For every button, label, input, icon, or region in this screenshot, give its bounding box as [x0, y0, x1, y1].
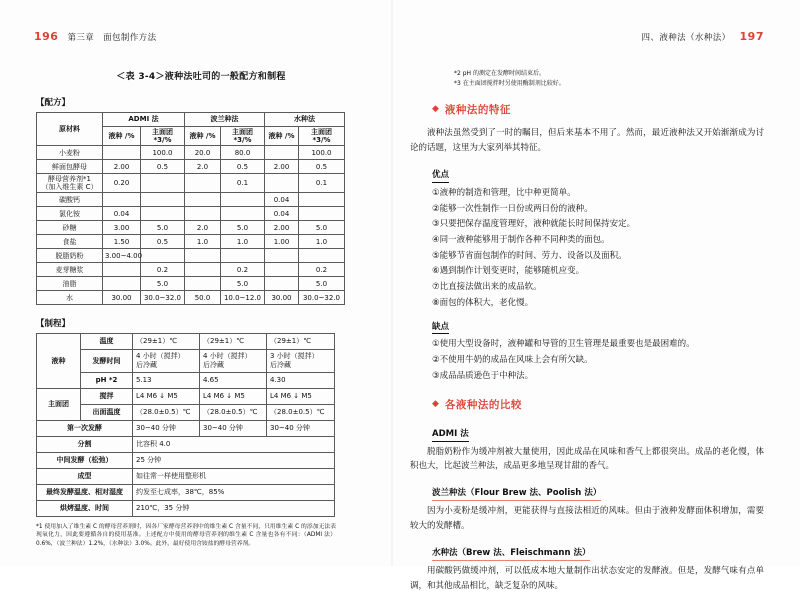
process-section-label: 【制程】 [36, 319, 71, 330]
recipe-cell: 5.0 [141, 277, 185, 291]
recipe-cell: 50.0 [185, 291, 221, 305]
recipe-cell: 2.0 [185, 160, 221, 174]
recipe-footnote: *1 使用加入了维生素 C 的酵母营养剂时，因各厂家酵母营养剂中的维生素 C 含量不同，只用维生素 C 的添加无法表现氧化力，因此要遵循各自的使用基准。上述配方中使用的酵母营养剂的维生素 C 含量也各有不同：（ADMI 法）0.6%，（波兰种法）1.2%，（水种法）3.0%。此外，最好使用含铵盐的酵母营养剂。 [36, 523, 336, 548]
recipe-cell [185, 193, 221, 207]
recipe-cell: 3.00~4.00 [103, 249, 141, 263]
process-cell: （29±1）℃ [267, 334, 335, 350]
process-sub-label: 搅拌 [81, 388, 133, 404]
comparison-entry-text: 脱脂奶粉作为缓冲剂被大量使用，因此成品在风味和香气上都很突出。成品的老化慢，体积也大，比起波兰种法，成品更多地呈现甘甜的香气。 [410, 446, 764, 472]
process-cell: （29±1）℃ [133, 334, 200, 350]
recipe-cell: 0.04 [103, 207, 141, 221]
recipe-cell [185, 277, 221, 291]
left-page [0, 0, 392, 566]
process-cell: （28.0±0.5）℃ [133, 404, 200, 420]
list-item: ②能够一次性制作一日份或两日份的液种。 [432, 203, 593, 214]
recipe-section-label: 【配方】 [36, 98, 71, 108]
list-item: ①液种的制造和管理，比中种更简单。 [432, 187, 576, 198]
table-row [37, 193, 345, 207]
diamond-bullet-icon: ◆ [432, 398, 439, 409]
recipe-row-label: 酵母营养剂*1 （加入维生素 C） [37, 174, 103, 193]
process-cell: 30~40 分钟 [200, 420, 267, 436]
process-cell: （29±1）℃ [200, 334, 267, 350]
recipe-row-label: 麦芽糖浆 [37, 263, 103, 277]
left-running-head [34, 30, 368, 43]
recipe-cell [103, 263, 141, 277]
recipe-cell: 0.5 [141, 160, 185, 174]
recipe-sub-header: 液种 /% [103, 127, 141, 146]
diamond-bullet-icon: ◆ [432, 104, 439, 115]
comparison-entry-text: 用碳酸钙做缓冲剂，可以低成本地大量制作出状态安定的发酵液。但是，发酵气味有点单调，和其他成品相比，缺乏复杂的风味。 [410, 565, 764, 591]
process-cell: 30~40 分钟 [133, 420, 200, 436]
page-folio-right: 197 [739, 30, 764, 43]
comparison-entry-name: 波兰种法（Flour Brew 法、Poolish 法） [432, 488, 601, 501]
recipe-cell [141, 207, 185, 221]
recipe-cell: 1.0 [299, 235, 345, 249]
recipe-row-label: 水 [37, 291, 103, 305]
recipe-cell [141, 193, 185, 207]
recipe-cell [103, 146, 141, 160]
recipe-sub-header: 液种 /% [265, 127, 299, 146]
process-full-value: 25 分钟 [133, 452, 335, 468]
process-table-body [37, 334, 335, 517]
recipe-cell: 1.0 [221, 235, 265, 249]
recipe-cell: 5.0 [299, 277, 345, 291]
process-full-label: 分割 [37, 436, 133, 452]
section-heading-label: 液种法的特征 [444, 104, 511, 117]
process-full-value: 如往常一样使用整形机 [133, 468, 335, 484]
recipe-cell: 3.00 [103, 221, 141, 235]
process-sub-label: 温度 [81, 334, 133, 350]
comparison-entry-heading-wrap [410, 421, 764, 444]
table-row [37, 235, 345, 249]
table-row [37, 221, 345, 235]
recipe-cell: 0.5 [299, 160, 345, 174]
recipe-table-body [37, 146, 345, 305]
process-cell: L4 M6 ↓ M5 [133, 388, 200, 404]
top-footnote-item: *3 在主面团搅拌时另使用酶制剂比较好。 [454, 79, 565, 87]
recipe-cell: 2.00 [103, 160, 141, 174]
recipe-sub-header: 主面团 *3/% [221, 127, 265, 146]
section-title-right: 四、液种法（水种法） [641, 33, 731, 43]
recipe-cell: 0.1 [221, 174, 265, 193]
top-footnote-item: *2 pH 的测定在发酵时间结束后。 [454, 70, 545, 77]
process-sub-label: 出面温度 [81, 404, 133, 420]
process-cell: 4 小时（搅拌） 后冷藏 [200, 350, 267, 373]
process-sub-label: pH *2 [81, 372, 133, 388]
recipe-cell: 0.5 [221, 160, 265, 174]
recipe-cell: 0.04 [265, 207, 299, 221]
table-row [37, 484, 335, 500]
process-sub-label: 发酵时间 [81, 350, 133, 373]
recipe-cell: 0.2 [299, 263, 345, 277]
list-item: ⑥遇到制作计划变更时，能够随机应变。 [432, 266, 585, 277]
list-item: ③只要把保存温度管理好，液种就能长时间保持安定。 [432, 219, 636, 230]
right-page [392, 0, 800, 591]
recipe-row-label: 鲜面包酵母 [37, 160, 103, 174]
recipe-cell: 5.0 [141, 221, 185, 235]
recipe-cell: 0.5 [141, 235, 185, 249]
recipe-row-label: 食盐 [37, 235, 103, 249]
list-item: ⑧面包的体积大，老化慢。 [432, 297, 534, 308]
recipe-cell: 30.00 [103, 291, 141, 305]
recipe-row-label: 碳酸钙 [37, 193, 103, 207]
section-heading-features [432, 102, 764, 117]
table-row [37, 160, 345, 174]
recipe-cell [265, 277, 299, 291]
recipe-cell: 1.50 [103, 235, 141, 249]
recipe-cell [265, 263, 299, 277]
recipe-cell [299, 249, 345, 263]
table-row [37, 452, 335, 468]
recipe-cell [265, 249, 299, 263]
recipe-cell: 80.0 [221, 146, 265, 160]
process-cell: L4 M6 ↓ M5 [267, 388, 335, 404]
process-full-value: 约发至七成率，38℃，85% [133, 484, 335, 500]
process-cell: 5.13 [133, 372, 200, 388]
table-row [37, 372, 335, 388]
recipe-row-label: 脱脂奶粉 [37, 249, 103, 263]
list-item: ⑦比直接法做出来的成品软。 [432, 282, 542, 293]
recipe-cell: 5.0 [299, 221, 345, 235]
table-row [37, 334, 335, 350]
recipe-cell: 0.04 [265, 193, 299, 207]
recipe-cell: 0.2 [221, 263, 265, 277]
recipe-sub-header: 液种 /% [185, 127, 221, 146]
process-full-label: 中间发酵（松弛） [37, 452, 133, 468]
chapter-title-left: 第三章 面包制作方法 [67, 33, 157, 43]
recipe-cell [265, 174, 299, 193]
list-item: ③成品品质逊色于中种法。 [432, 370, 534, 381]
table-row [37, 388, 335, 404]
table-row [37, 436, 335, 452]
process-cell: （28.0±0.5）℃ [267, 404, 335, 420]
table-row [37, 350, 335, 373]
recipe-cell [221, 193, 265, 207]
page-folio-left: 196 [34, 30, 59, 43]
recipe-cell [103, 277, 141, 291]
features-intro-paragraph: 液种法虽然受到了一时的瞩目，但后来基本不用了。然而，最近液种法又开始渐渐成为讨论的话题，这里为大家列举其特征。 [410, 128, 764, 154]
recipe-cell: 5.0 [221, 221, 265, 235]
recipe-row-label: 油脂 [37, 277, 103, 291]
recipe-cell: 0.1 [299, 174, 345, 193]
table-row [37, 291, 345, 305]
list-item: ②不使用牛奶的成品在风味上会有所欠缺。 [432, 355, 593, 366]
comparison-entry-heading-wrap [410, 480, 764, 503]
table-row [37, 174, 345, 193]
section-spacer [410, 387, 764, 397]
process-full-label: 烘烤温度、时间 [37, 500, 133, 516]
recipe-cell: 100.0 [141, 146, 185, 160]
process-cell: 4 小时（搅拌） 后冷藏 [133, 350, 200, 373]
recipe-cell [221, 249, 265, 263]
process-full-label: 第一次发酵 [37, 420, 133, 436]
recipe-sub-header: 主面团 *3/% [141, 127, 185, 146]
recipe-table [36, 112, 345, 305]
recipe-cell: 30.0~32.0 [141, 291, 185, 305]
table-row [37, 249, 345, 263]
table-row [37, 420, 335, 436]
comparison-entry-text: 因为小麦粉是缓冲剂，更能获得与直接法相近的风味。但由于液种发酵面体积增加，需要较大的发酵槽。 [410, 506, 764, 532]
recipe-cell: 0.2 [141, 263, 185, 277]
cons-label-wrap [410, 314, 764, 337]
table-row [37, 277, 345, 291]
right-running-head [410, 30, 764, 43]
cons-label: 缺点 [432, 322, 449, 335]
recipe-corner-header: 原材料 [37, 113, 103, 146]
process-cell: L4 M6 ↓ M5 [200, 388, 267, 404]
process-cell: 30~40 分钟 [267, 420, 335, 436]
table-row [37, 207, 345, 221]
pros-label: 优点 [432, 170, 449, 183]
recipe-cell: 1.00 [265, 235, 299, 249]
process-stub: 液种 [37, 334, 81, 389]
recipe-cell [185, 174, 221, 193]
recipe-sub-header: 主面团 *3/% [299, 127, 345, 146]
recipe-cell: 30.0~32.0 [299, 291, 345, 305]
process-cell: 3 小时（搅拌） 后冷藏 [267, 350, 335, 373]
recipe-cell: 2.00 [265, 160, 299, 174]
process-stub: 主面团 [37, 388, 81, 420]
process-cell: （28.0±0.5）℃ [200, 404, 267, 420]
process-cell: 4.30 [267, 372, 335, 388]
recipe-row-label: 氯化铵 [37, 207, 103, 221]
table-row [37, 468, 335, 484]
list-item: ④同一液种能够用于制作各种不同种类的面包。 [432, 234, 610, 245]
recipe-cell [141, 174, 185, 193]
recipe-header-row-groups [37, 113, 345, 127]
recipe-cell [221, 207, 265, 221]
comparison-entries [410, 421, 764, 594]
recipe-group-header: 波兰种法 [185, 113, 265, 127]
pros-list [410, 186, 764, 312]
recipe-cell: 2.00 [265, 221, 299, 235]
recipe-group-header: ADMI 法 [103, 113, 185, 127]
recipe-cell: 100.0 [299, 146, 345, 160]
recipe-cell [185, 207, 221, 221]
table-row [37, 263, 345, 277]
recipe-group-header: 水种法 [265, 113, 345, 127]
list-item: ⑤能够节省面包制作的时间、劳力、设备以及面积。 [432, 250, 627, 261]
process-full-value: 210℃，35 分钟 [133, 500, 335, 516]
list-item: ①使用大型设备时，液种罐和导管的卫生管理是最重要也是最困难的。 [432, 339, 695, 350]
recipe-row-label: 砂糖 [37, 221, 103, 235]
process-cell: 4.65 [200, 372, 267, 388]
recipe-cell: 1.0 [185, 235, 221, 249]
table-row [37, 146, 345, 160]
table-row [37, 404, 335, 420]
table-row [37, 500, 335, 516]
recipe-cell: 5.0 [221, 277, 265, 291]
recipe-cell [299, 207, 345, 221]
recipe-cell [141, 249, 185, 263]
comparison-entry-name: 水种法（Brew 法、Fleischmann 法） [432, 548, 590, 561]
section-heading-label: 各液种法的比较 [444, 398, 522, 411]
comparison-entry-name: ADMI 法 [432, 429, 469, 442]
pros-label-wrap [410, 162, 764, 185]
recipe-cell [103, 193, 141, 207]
process-full-value: 比容积 4.0 [133, 436, 335, 452]
process-full-label: 最终发酵温度、相对湿度 [37, 484, 133, 500]
recipe-cell: 2.0 [185, 221, 221, 235]
top-footnotes [454, 69, 764, 88]
recipe-cell [299, 193, 345, 207]
comparison-entry-heading-wrap [410, 540, 764, 563]
recipe-cell: 20.0 [185, 146, 221, 160]
recipe-cell: 30.00 [265, 291, 299, 305]
section-heading-comparison [432, 397, 764, 412]
recipe-row-label: 小麦粉 [37, 146, 103, 160]
recipe-cell [265, 146, 299, 160]
recipe-cell [185, 249, 221, 263]
recipe-cell: 10.0~12.0 [221, 291, 265, 305]
process-table [36, 333, 335, 517]
recipe-cell: 0.20 [103, 174, 141, 193]
process-full-label: 成型 [37, 468, 133, 484]
table-caption: ＜表 3-4＞液种法吐司的一般配方和制程 [116, 72, 286, 82]
recipe-cell [185, 263, 221, 277]
cons-list [410, 337, 764, 384]
